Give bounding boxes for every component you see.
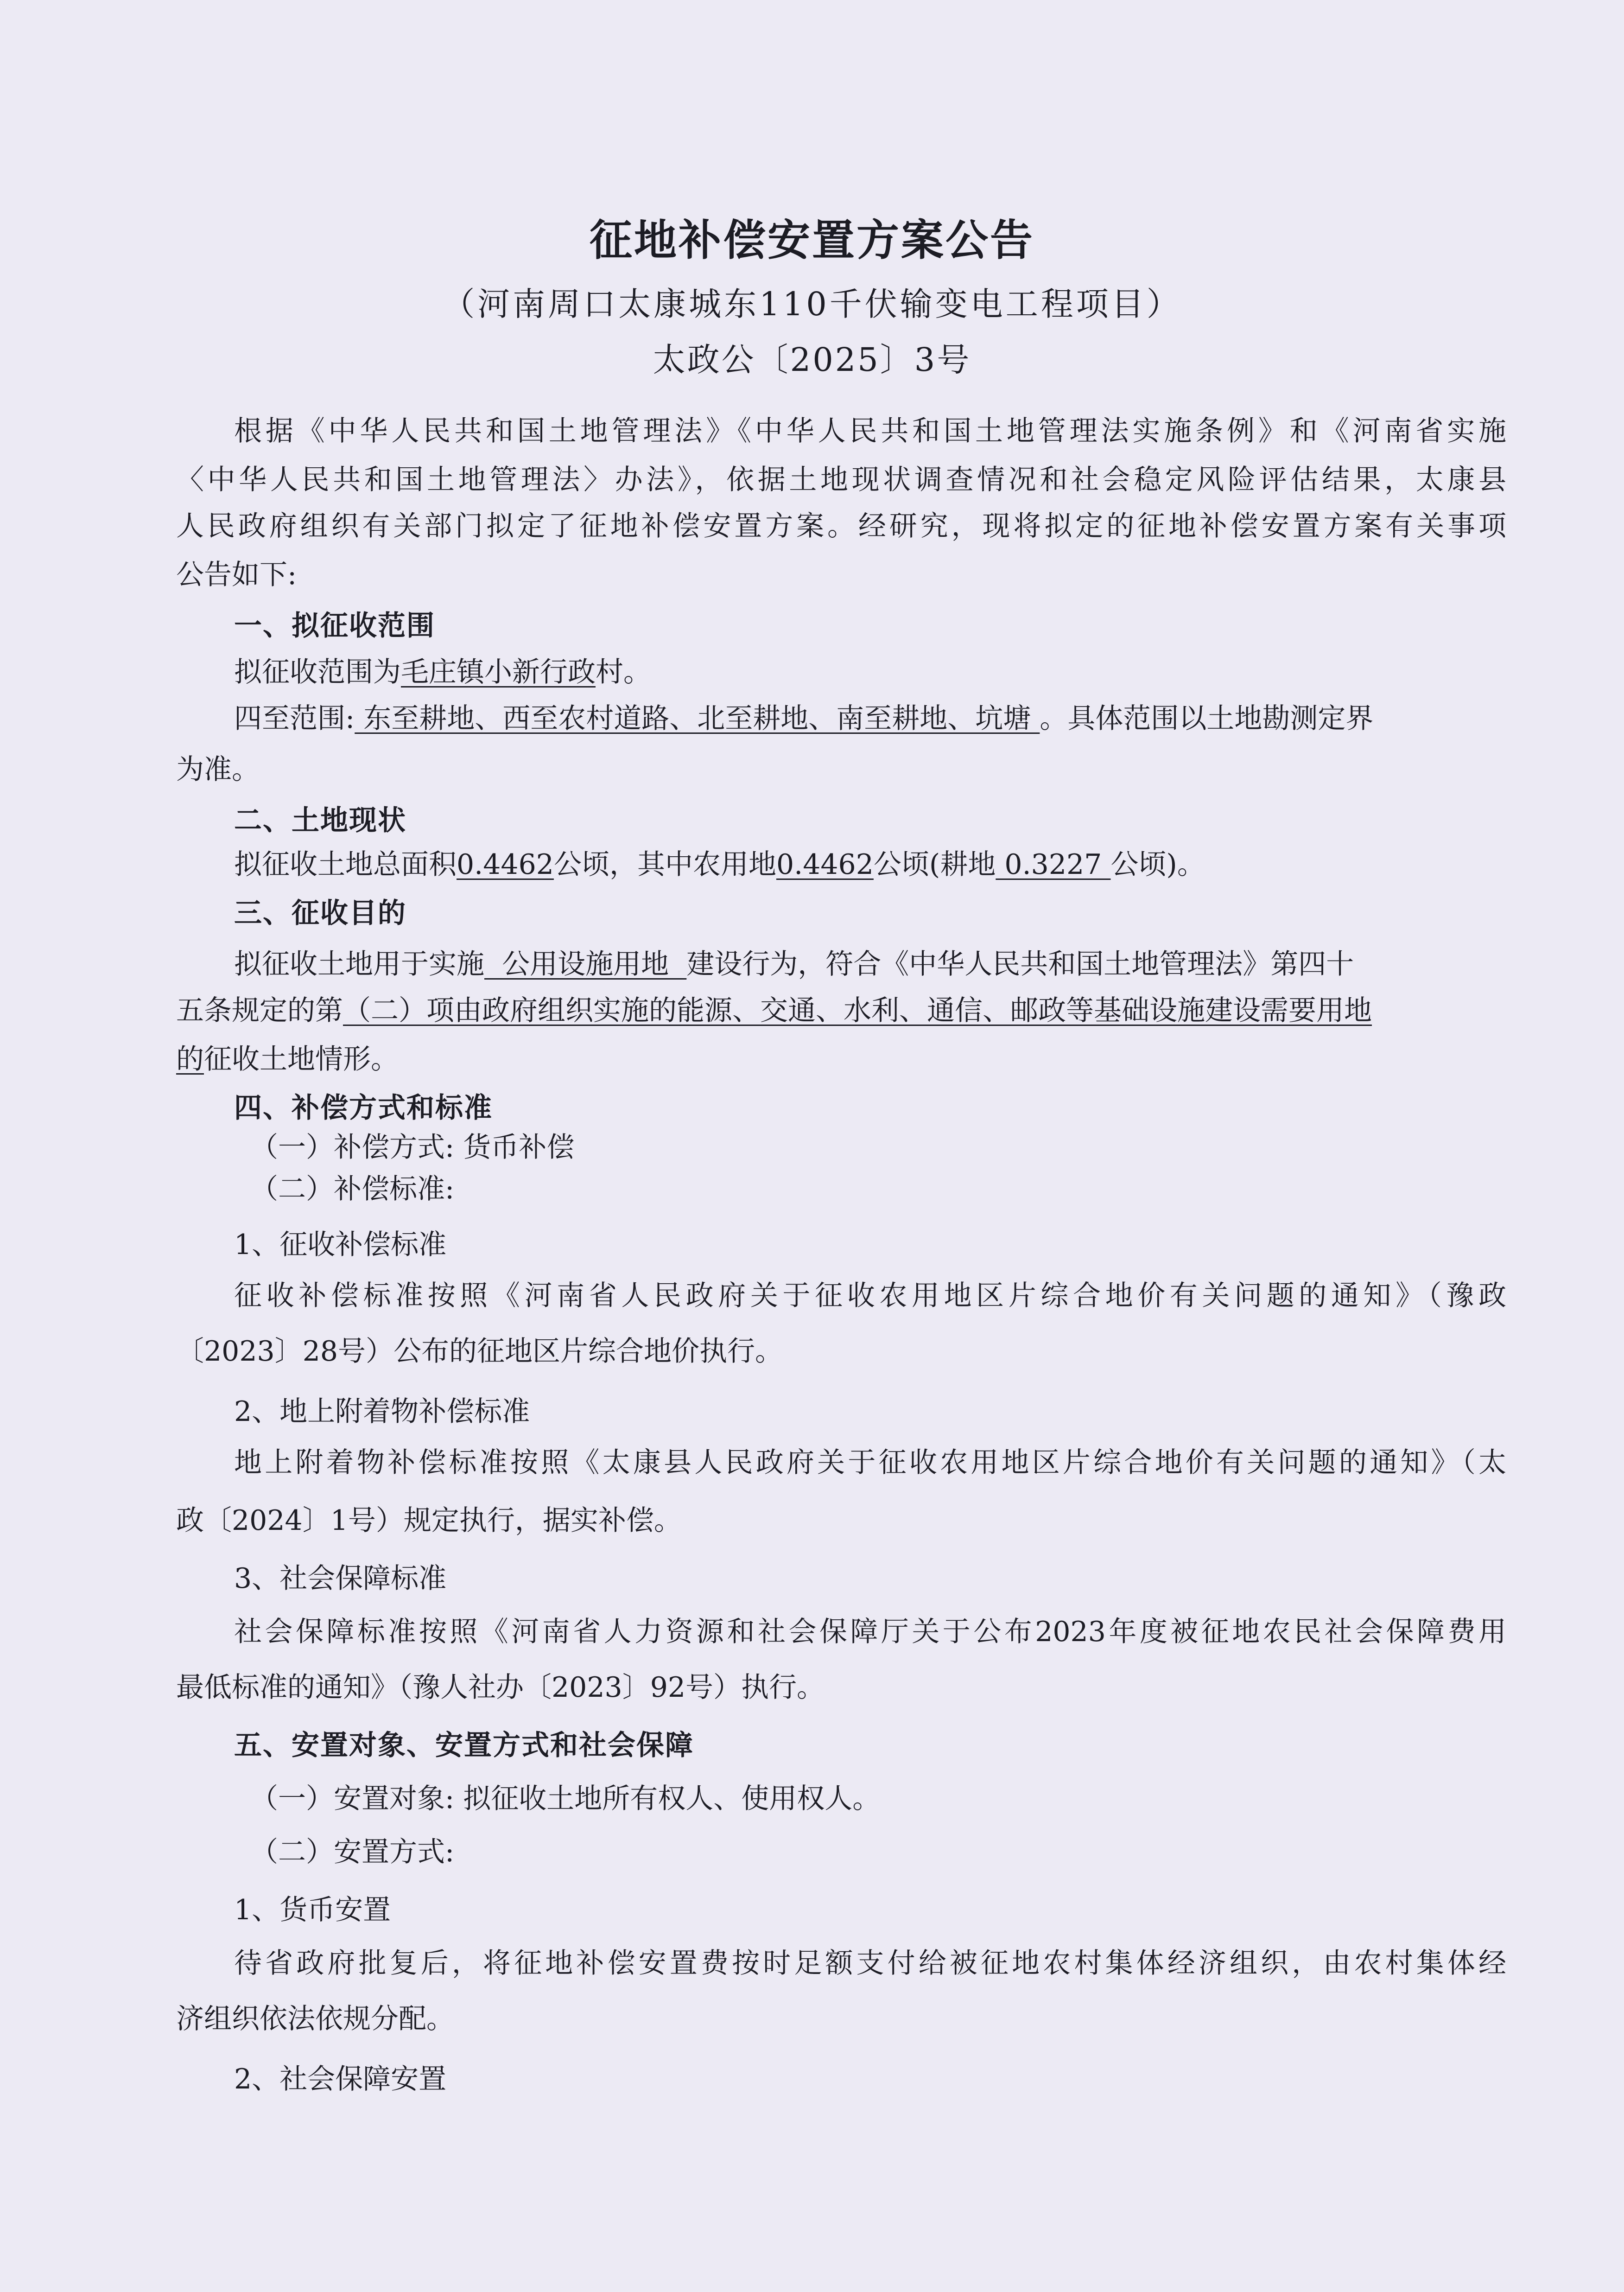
bounds-line bbox=[234, 700, 1506, 737]
intro-line-2: 〈中华人民共和国土地管理法〉办法》，依据土地现状调查情况和社会稳定风险评估结果，太康县 bbox=[176, 464, 1506, 496]
bounds-prefix: 四至范围: bbox=[234, 702, 355, 735]
standard-3-line-2: 最低标准的通知》（豫人社办〔2023〕92号）执行。 bbox=[176, 1671, 825, 1704]
arable-area: 0.3227 bbox=[996, 848, 1111, 881]
scope-village: 毛庄镇小新行政 bbox=[401, 656, 596, 688]
method-1-title: 1、货币安置 bbox=[234, 1894, 391, 1926]
section-5-heading: 五、安置对象、安置方式和社会保障 bbox=[234, 1729, 694, 1762]
standard-3-title: 3、社会保障标准 bbox=[234, 1562, 447, 1595]
resettlement-methods: （二）安置方式: bbox=[250, 1836, 455, 1868]
purpose-value: 公用设施用地 bbox=[484, 948, 687, 980]
standard-2-title: 2、地上附着物补偿标准 bbox=[234, 1395, 530, 1428]
purpose-line-3 bbox=[176, 1041, 1506, 1078]
bounds-continuation: 为准。 bbox=[176, 753, 260, 786]
land-p1: 拟征收土地总面积 bbox=[234, 848, 457, 881]
farm-area: 0.4462 bbox=[776, 848, 874, 881]
land-p2: 公顷，其中农用地 bbox=[553, 848, 776, 881]
document-number: 太政公〔2025〕3号 bbox=[653, 341, 971, 379]
purpose-line-1 bbox=[234, 946, 1506, 983]
land-status-line bbox=[234, 846, 1506, 883]
section-3-heading: 三、征收目的 bbox=[234, 897, 406, 930]
bounds-suffix: 。具体范围以土地勘测定界 bbox=[1040, 702, 1374, 735]
land-p4: 公顷)。 bbox=[1110, 848, 1205, 881]
standard-2-line-2: 政〔2024〕1号）规定执行，据实补偿。 bbox=[176, 1504, 682, 1537]
scope-suffix: 村。 bbox=[596, 656, 651, 688]
purpose-line-2 bbox=[176, 992, 1506, 1029]
purpose-l2-prefix: 五条规定的第 bbox=[176, 994, 343, 1027]
standard-1-line-2: 〔2023〕28号）公布的征地区片综合地价执行。 bbox=[176, 1335, 783, 1368]
standard-2-line-1: 地上附着物补偿标准按照《太康县人民政府关于征收农用地区片综合地价有关问题的通知》（太 bbox=[234, 1446, 1506, 1479]
method-1-line-1: 待省政府批复后，将征地补偿安置费按时足额支付给被征地农村集体经济组织，由农村集体经 bbox=[234, 1947, 1506, 1980]
scope-prefix: 拟征收范围为 bbox=[234, 656, 401, 688]
scope-line bbox=[234, 654, 1506, 691]
standard-1-title: 1、征收补偿标准 bbox=[234, 1229, 447, 1261]
compensation-method: （一）补偿方式: 货币补偿 bbox=[250, 1131, 575, 1164]
standard-1-line-1: 征收补偿标准按照《河南省人民政府关于征收农用地区片综合地价有关问题的通知》（豫政 bbox=[234, 1280, 1506, 1312]
bounds-value: 东至耕地、西至农村道路、北至耕地、南至耕地、坑塘 bbox=[355, 702, 1040, 735]
compensation-standard: （二）补偿标准: bbox=[250, 1173, 455, 1205]
purpose-l3-suffix: 征收土地情形。 bbox=[204, 1043, 399, 1076]
purpose-l3-value: 的 bbox=[176, 1043, 204, 1076]
purpose-suffix: 建设行为，符合《中华人民共和国土地管理法》第四十 bbox=[686, 948, 1354, 980]
method-1-line-2: 济组织依法依规分配。 bbox=[176, 2003, 454, 2035]
section-2-heading: 二、土地现状 bbox=[234, 804, 406, 837]
section-1-heading: 一、拟征收范围 bbox=[234, 610, 435, 642]
project-subtitle: （河南周口太康城东110千伏输变电工程项目） bbox=[442, 285, 1182, 323]
resettlement-objects: （一）安置对象: 拟征收土地所有权人、使用权人。 bbox=[250, 1783, 881, 1815]
standard-3-line-1: 社会保障标准按照《河南省人力资源和社会保障厅关于公布2023年度被征地农民社会保障费用 bbox=[234, 1616, 1506, 1648]
total-area: 0.4462 bbox=[457, 848, 554, 881]
intro-line-1: 根据《中华人民共和国土地管理法》《中华人民共和国土地管理法实施条例》和《河南省实施 bbox=[234, 415, 1506, 447]
land-p3: 公顷(耕地 bbox=[873, 848, 996, 881]
intro-line-4: 公告如下: bbox=[176, 559, 297, 591]
section-4-heading: 四、补偿方式和标准 bbox=[234, 1092, 493, 1124]
purpose-l2-value: （二）项由政府组织实施的能源、交通、水利、通信、邮政等基础设施建设需要用地 bbox=[343, 994, 1372, 1027]
method-2-title: 2、社会保障安置 bbox=[234, 2063, 447, 2095]
purpose-prefix: 拟征收土地用于实施 bbox=[234, 948, 484, 980]
intro-line-3: 人民政府组织有关部门拟定了征地补偿安置方案。经研究，现将拟定的征地补偿安置方案有关事项 bbox=[176, 510, 1506, 542]
page-title: 征地补偿安置方案公告 bbox=[589, 216, 1034, 265]
